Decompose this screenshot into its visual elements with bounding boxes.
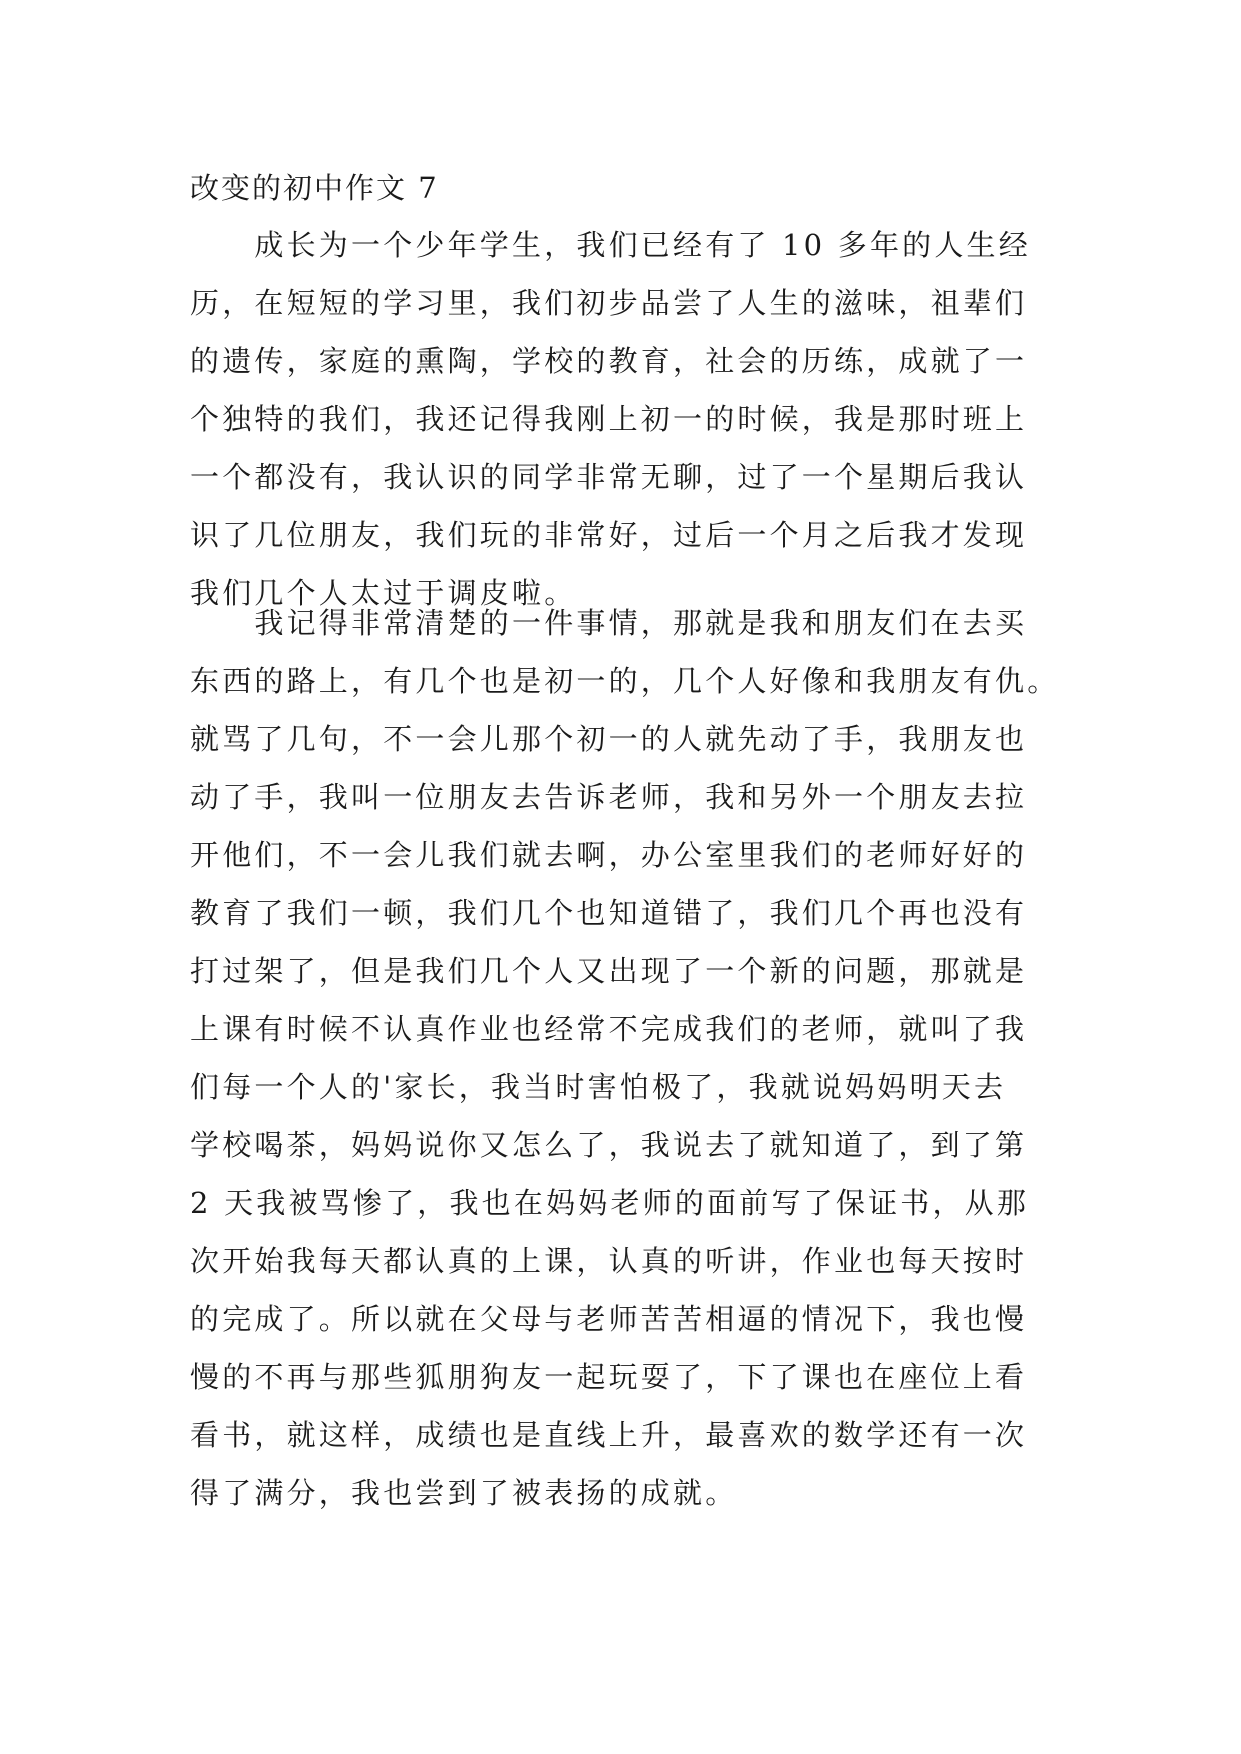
paragraph-1 — [190, 216, 1050, 622]
paragraph-line: 学校喝茶，妈妈说你又怎么了，我说去了就知道了，到了第 — [190, 1128, 1028, 1162]
paragraph-line: 2 天我被骂惨了，我也在妈妈老师的面前写了保证书，从那 — [190, 1186, 1030, 1220]
paragraph-line: 打过架了，但是我们几个人又出现了一个新的问题，那就是 — [190, 954, 1028, 988]
paragraph-line: 得了满分，我也尝到了被表扬的成就。 — [190, 1476, 738, 1510]
paragraph-line: 一个都没有，我认识的同学非常无聊，过了一个星期后我认 — [190, 460, 1028, 494]
paragraph-line: 就骂了几句，不一会儿那个初一的人就先动了手，我朋友也 — [190, 722, 1028, 756]
paragraph-line: 次开始我每天都认真的上课，认真的听讲，作业也每天按时 — [190, 1244, 1028, 1278]
paragraph-2 — [190, 594, 1060, 1522]
paragraph-line: 上课有时候不认真作业也经常不完成我们的老师，就叫了我 — [190, 1012, 1028, 1046]
document-title: 改变的初中作文 7 — [190, 171, 439, 205]
paragraph-line: 动了手，我叫一位朋友去告诉老师，我和另外一个朋友去拉 — [190, 780, 1028, 814]
paragraph-line: 的遗传，家庭的熏陶，学校的教育，社会的历练，成就了一 — [190, 344, 1028, 378]
paragraph-line: 历，在短短的学习里，我们初步品尝了人生的滋味，祖辈们 — [190, 286, 1028, 320]
paragraph-line: 我们几个人太过于调皮啦。 — [190, 576, 577, 610]
paragraph-line: 的完成了。所以就在父母与老师苦苦相逼的情况下，我也慢 — [190, 1302, 1028, 1336]
paragraph-line: 个独特的我们，我还记得我刚上初一的时候，我是那时班上 — [190, 402, 1028, 436]
paragraph-line: 东西的路上，有几个也是初一的，几个人好像和我朋友有仇。 — [190, 664, 1060, 698]
paragraph-line: 成长为一个少年学生，我们已经有了 10 多年的人生经 — [190, 228, 1031, 262]
paragraph-line: 识了几位朋友，我们玩的非常好，过后一个月之后我才发现 — [190, 518, 1028, 552]
paragraph-line: 们每一个人的'家长，我当时害怕极了，我就说妈妈明天去 — [190, 1070, 1007, 1104]
paragraph-line: 开他们，不一会儿我们就去啊，办公室里我们的老师好好的 — [190, 838, 1028, 872]
paragraph-line: 教育了我们一顿，我们几个也知道错了，我们几个再也没有 — [190, 896, 1028, 930]
paragraph-line: 看书，就这样，成绩也是直线上升，最喜欢的数学还有一次 — [190, 1418, 1028, 1452]
paragraph-line: 慢的不再与那些狐朋狗友一起玩耍了，下了课也在座位上看 — [190, 1360, 1028, 1394]
paragraph-line: 我记得非常清楚的一件事情，那就是我和朋友们在去买 — [190, 606, 1028, 640]
